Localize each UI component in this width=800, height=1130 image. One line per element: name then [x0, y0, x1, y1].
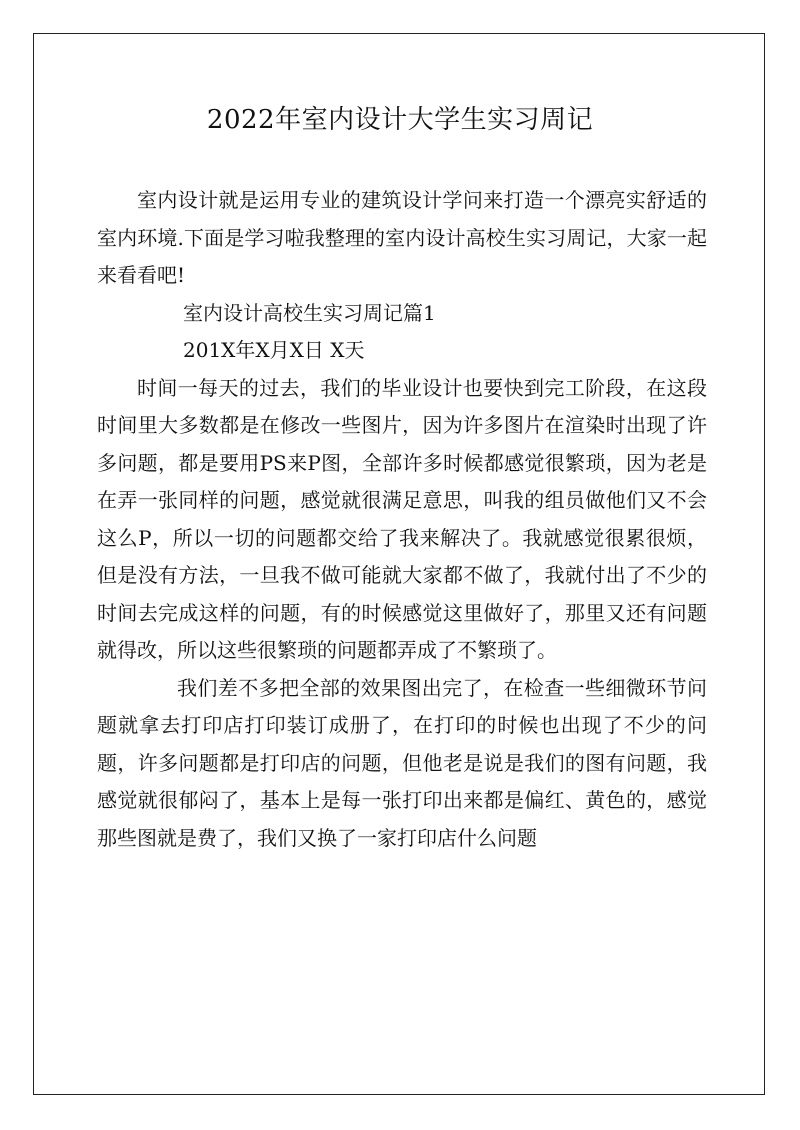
document-title: 2022年室内设计大学生实习周记	[206, 105, 594, 135]
section-heading: 室内设计高校生实习周记篇1	[183, 300, 436, 325]
document-body	[97, 182, 707, 857]
body-paragraph-1: 时间一每天的过去，我们的毕业设计也要快到完工阶段，在这段时间里大多数都是在修改一些图片，因为许多图片在渲染时出现了许多问题，都是要用PS来P图，全部许多时候都感觉很繁琐，因为老是在弄一张同样的问题，感觉就很满足意思，叫我的组员做他们又不会这么P，所以一切的问题都交给了我来解决了。我就感觉很累很烦，但是没有方法，一旦我不做可能就大家都不做了，我就付出了不少的时间去完成这样的问题，有的时候感觉这里做好了，那里又还有问题就得改，所以这些很繁琐的问题都弄成了不繁琐了。	[97, 375, 707, 662]
body-paragraph-2: 我们差不多把全部的效果图出完了，在检查一些细微环节问题就拿去打印店打印装订成册了，在打印的时候也出现了不少的问题，许多问题都是打印店的问题，但他老是说是我们的图有问题，我感觉就很郁闷了，基本上是每一张打印出来都是偏红、黄色的，感觉那些图就是费了，我们又换了一家打印店什么问题	[97, 675, 707, 850]
intro-paragraph: 室内设计就是运用专业的建筑设计学问来打造一个漂亮实舒适的室内环境.下面是学习啦我整理的室内设计高校生实习周记，大家一起来看看吧!	[97, 188, 707, 287]
date-line: 201X年X月X日 X天	[183, 338, 365, 362]
